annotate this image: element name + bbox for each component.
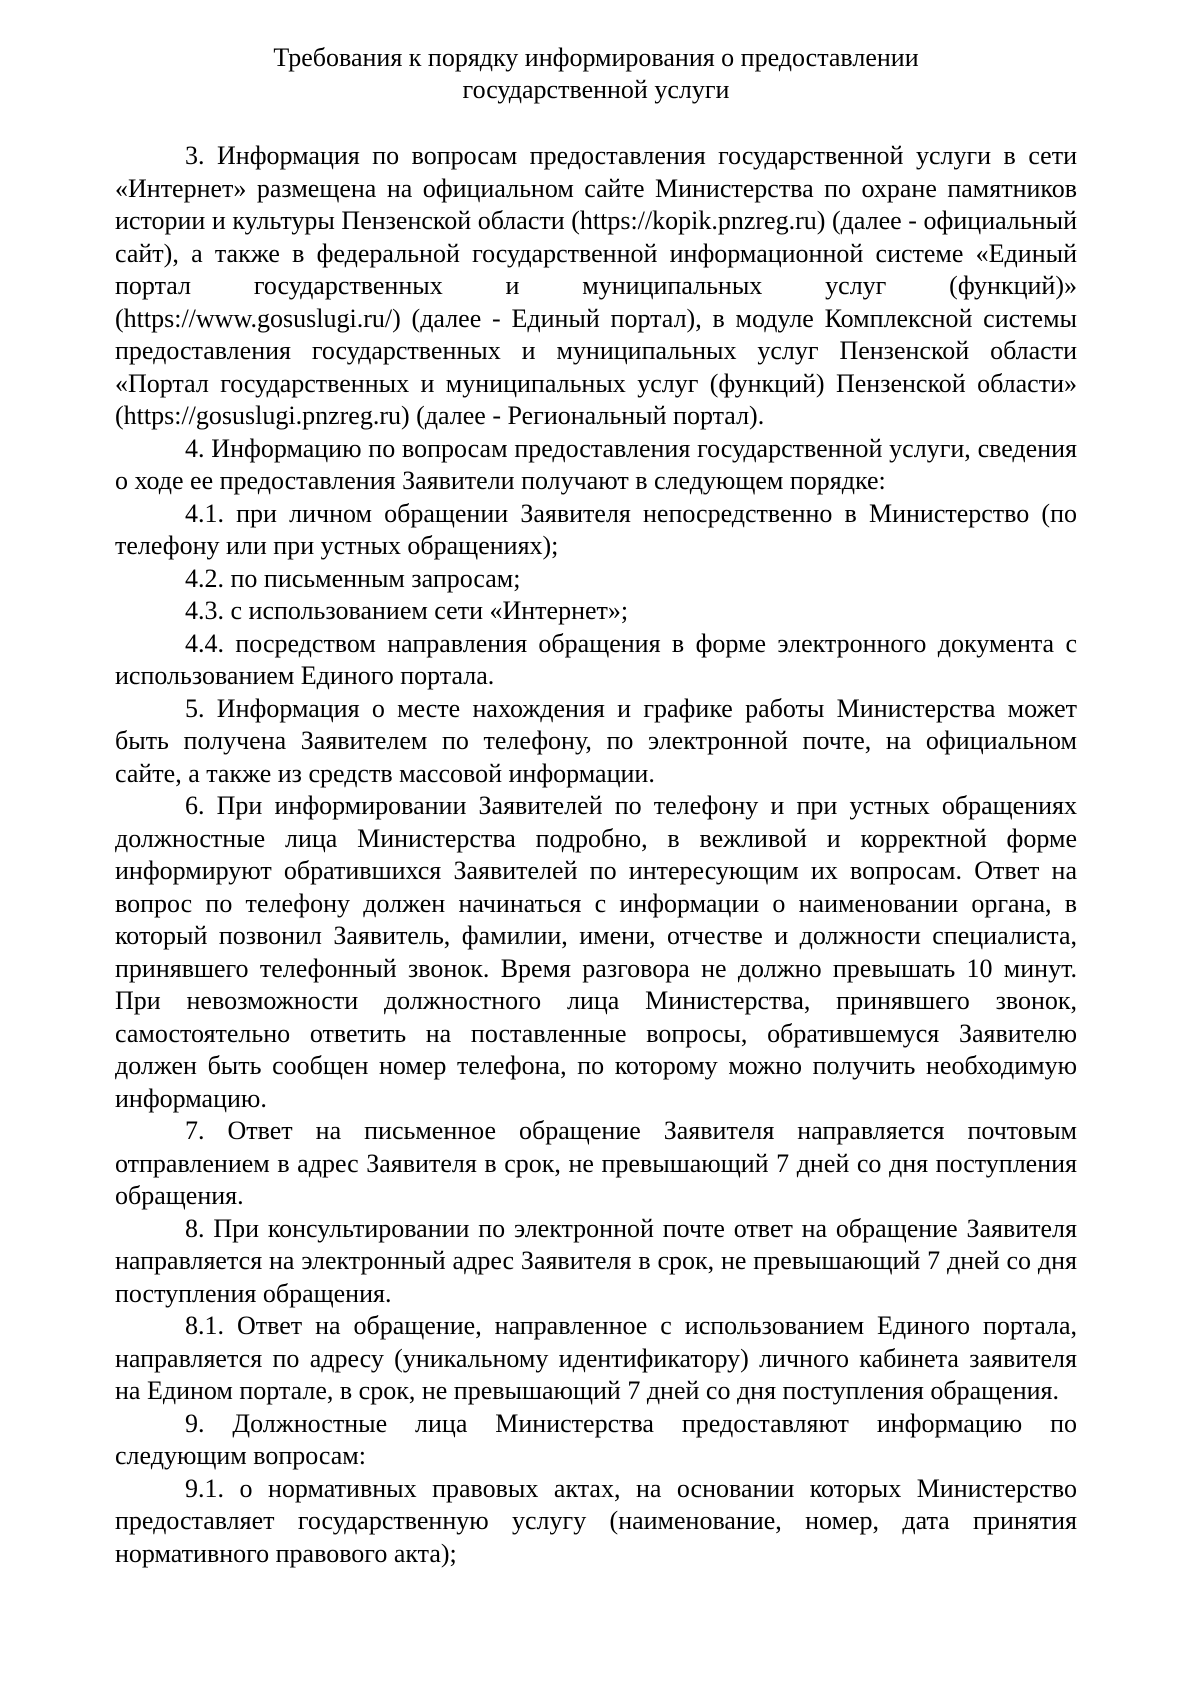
paragraph-3: 3. Информация по вопросам предоставления государственной услуги в сети «Интернет» размещена на официальном сайте Министерства по охране памятников истории и культуры Пензенской области (https://kopik.pnzreg.ru) (далее - официальный сайт), а также в федеральной государственной информационной системе «Единый портал государственных и муниципальных услуг (функций)» (https://www.gosuslugi.ru/) (далее - Единый портал), в модуле Комплексной системы предоставления государственных и муниципальных услуг Пензенской области «Портал государственных и муниципальных услуг (функций) Пензенской области» (https://gosuslugi.pnzreg.ru) (далее - Региональный портал). xyxy=(115,141,1077,430)
title-line-2: государственной услуги xyxy=(462,75,730,104)
paragraph-8: 8. При консультировании по электронной почте ответ на обращение Заявителя направляется на электронный адрес Заявителя в срок, не превышающий 7 дней со дня поступления обращения. xyxy=(115,1213,1077,1308)
paragraph-4-1: 4.1. при личном обращении Заявителя непосредственно в Министерство (по телефону или при устных обращениях); xyxy=(115,498,1077,560)
paragraph-9: 9. Должностные лица Министерства предоставляют информацию по следующим вопросам: xyxy=(115,1408,1077,1470)
title-line-1: Требования к порядку информирования о предоставлении xyxy=(273,43,919,72)
paragraph-5: 5. Информация о месте нахождения и графике работы Министерства может быть получена Заявителем по телефону, по электронной почте, на официальном сайте, а также из средств массовой информации. xyxy=(115,693,1077,788)
paragraph-6: 6. При информировании Заявителей по телефону и при устных обращениях должностные лица Министерства подробно, в вежливой и корректной форме информируют обратившихся Заявителей по интересующим их вопросам. Ответ на вопрос по телефону должен начинаться с информации о наименовании органа, в который позвонил Заявитель, фамилии, имени, отчестве и должности специалиста, принявшего телефонный звонок. Время разговора не должно превышать 10 минут. При невозможности должностного лица Министерства, принявшего звонок, самостоятельно ответить на поставленные вопросы, обратившемуся Заявителю должен быть сообщен номер телефона, по которому можно получить необходимую информацию. xyxy=(115,791,1077,1113)
paragraph-4-3: 4.3. с использованием сети «Интернет»; xyxy=(185,596,629,625)
document-title xyxy=(115,42,1077,106)
paragraph-4-4: 4.4. посредством направления обращения в форме электронного документа с использованием Единого портала. xyxy=(115,628,1077,690)
document-body xyxy=(115,140,1077,1570)
paragraph-4-2: 4.2. по письменным запросам; xyxy=(185,563,521,593)
paragraph-9-1: 9.1. о нормативных правовых актах, на основании которых Министерство предоставляет государственную услугу (наименование, номер, дата принятия нормативного правового акта); xyxy=(115,1473,1077,1568)
paragraph-8-1: 8.1. Ответ на обращение, направленное с использованием Единого портала, направляется по адресу (уникальному идентификатору) личного кабинета заявителя на Едином портале, в срок, не превышающий 7 дней со дня поступления обращения. xyxy=(115,1311,1077,1405)
paragraph-7: 7. Ответ на письменное обращение Заявителя направляется почтовым отправлением в адрес Заявителя в срок, не превышающий 7 дней со дня поступления обращения. xyxy=(115,1116,1077,1210)
paragraph-4: 4. Информацию по вопросам предоставления государственной услуги, сведения о ходе ее предоставления Заявители получают в следующем порядке: xyxy=(115,433,1077,495)
